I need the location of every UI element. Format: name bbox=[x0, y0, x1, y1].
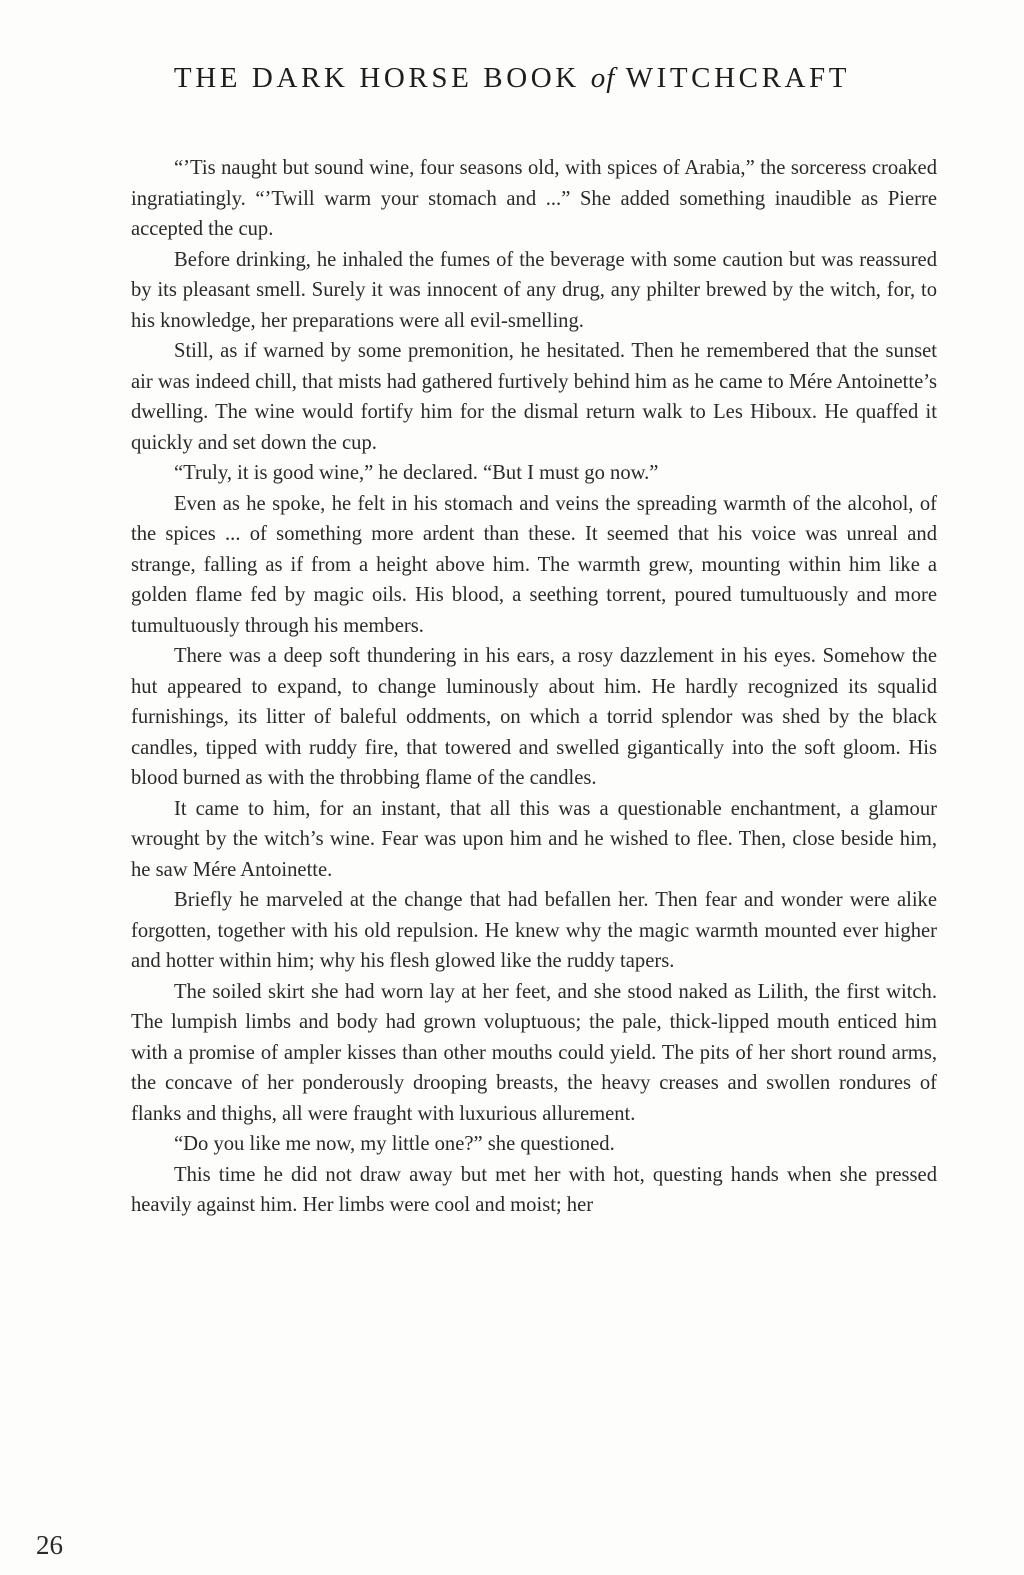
paragraph: The soiled skirt she had worn lay at her feet, and she stood naked as Lilith, the first witch. The lumpish limbs and body had grown voluptuous; the pale, thick-lipped mouth enticed him with a promise of ampler kisses than other mouths could yield. The pits of her short round arms, the concave of her ponderously drooping breasts, the heavy creases and swollen rondures of flanks and thighs, all were fraught with luxurious allurement. bbox=[131, 980, 937, 1125]
paragraph: There was a deep soft thundering in his ears, a rosy dazzlement in his eyes. Somehow the hut appeared to expand, to change luminously about him. He hardly recognized its squalid furnishings, its litter of baleful oddments, on which a torrid splendor was shed by the black candles, tipped with ruddy fire, that towered and swelled gigantically into the soft gloom. His blood burned as with the throbbing flame of the candles. bbox=[131, 645, 937, 789]
paragraph: Even as he spoke, he felt in his stomach and veins the spreading warmth of the alcohol, of the spices ... of something more ardent than these. It seemed that his voice was unreal and strange, falling as if from a height above him. The warmth grew, mounting within him like a golden flame fed by magic oils. His blood, a seething torrent, poured tumultuously and more tumultuously through his members. bbox=[131, 492, 937, 637]
paragraph: This time he did not draw away but met her with hot, questing hands when she pressed heavily against him. Her limbs were cool and moist; her bbox=[131, 1163, 937, 1216]
paragraph: “Truly, it is good wine,” he declared. “But I must go now.” bbox=[174, 462, 659, 484]
paragraph: Still, as if warned by some premonition, he hesitated. Then he remembered that the sunset air was indeed chill, that mists had gathered furtively behind him as he came to Mére Antoinette’s dwelling. The wine would fortify him for the dismal return walk to Les Hiboux. He quaffed it quickly and set down the cup. bbox=[131, 340, 937, 454]
running-head-subject: WITCHCRAFT bbox=[625, 62, 851, 94]
body-text bbox=[131, 153, 937, 1221]
paragraph: “Do you like me now, my little one?” she questioned. bbox=[174, 1133, 615, 1155]
paragraph: Before drinking, he inhaled the fumes of the beverage with some caution but was reassured by its pleasant smell. Surely it was innocent of any drug, any philter brewed by the witch, for, to his knowledge, her preparations were all evil-smelling. bbox=[131, 248, 937, 332]
running-head bbox=[0, 62, 1024, 95]
paragraph: It came to him, for an instant, that all this was a questionable enchantment, a glamour wrought by the witch’s wine. Fear was upon him and he wished to flee. Then, close beside him, he saw Mére Antoinette. bbox=[131, 797, 937, 881]
paragraph: “’Tis naught but sound wine, four seasons old, with spices of Arabia,” the sorceress croaked ingratiatingly. “’Twill warm your stomach and ...” She added something inaudible as Pierre accepted the cup. bbox=[131, 157, 937, 240]
paragraph: Briefly he marveled at the change that had befallen her. Then fear and wonder were alike forgotten, together with his old repulsion. He knew why the magic warmth mounted ever higher and hotter within him; why his flesh glowed like the ruddy tapers. bbox=[131, 889, 937, 972]
running-head-of: of bbox=[590, 62, 616, 94]
page-number: 26 bbox=[36, 1530, 63, 1560]
running-head-title: THE DARK HORSE BOOK bbox=[173, 62, 580, 94]
